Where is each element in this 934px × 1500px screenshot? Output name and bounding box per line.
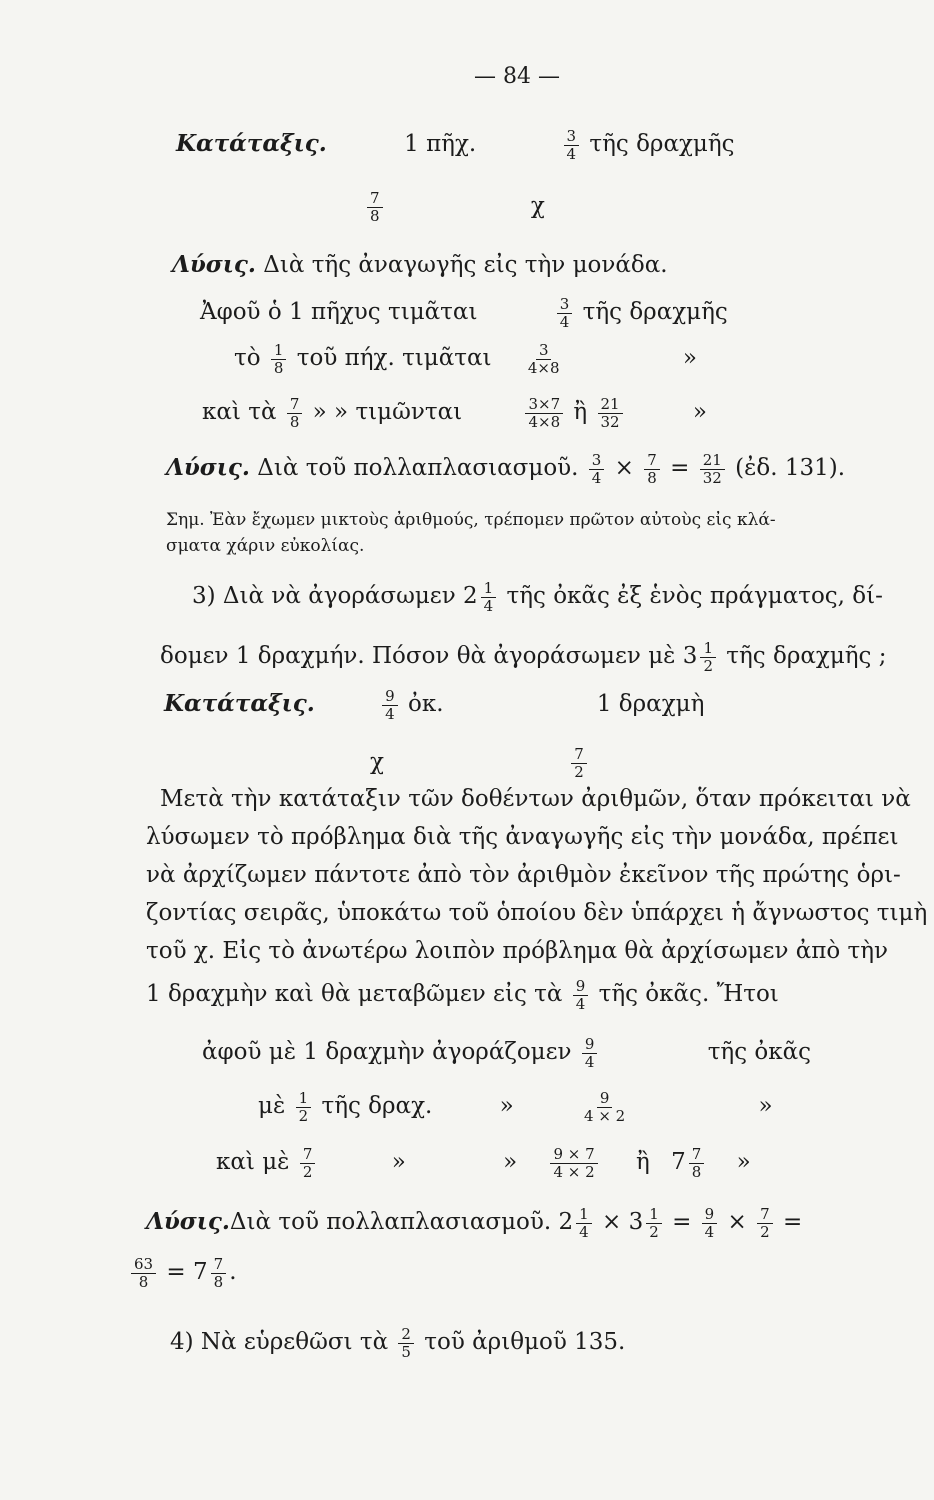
denominator: 4 — [385, 704, 395, 723]
numerator: 7 — [757, 1206, 773, 1224]
fraction — [571, 746, 587, 780]
numerator: 1 — [271, 342, 287, 360]
numerator: 3 — [589, 452, 605, 470]
numerator: 1 — [700, 640, 716, 658]
step-line-3 — [202, 396, 707, 430]
denominator: 4 — [566, 144, 577, 163]
lysis-line-2 — [166, 452, 845, 486]
paragraph-line-5: τοῦ χ. Εἰς τὸ ἀνωτέρω λοιπὸν πρόβλημα θὰ ἀρχίσωμεν ἀπὸ τὴν — [146, 938, 889, 964]
fraction — [646, 1206, 662, 1240]
paragraph-line-3: νὰ ἀρχίζωμεν πάντοτε ἀπὸ τὸν ἀριθμὸν ἐκεῖνον τῆς πρώτης ὁρι- — [146, 862, 901, 888]
ditto-mark: » — [499, 1093, 514, 1119]
denominator: 2 — [703, 656, 713, 675]
text: Διὰ τοῦ πολλαπλασιασμοῦ. — [257, 455, 579, 481]
denominator: 2 — [298, 1106, 309, 1125]
lysis-line-1 — [172, 253, 668, 277]
text: καὶ μὲ — [216, 1149, 290, 1175]
fraction — [525, 396, 563, 430]
denominator: 4 — [704, 1222, 715, 1241]
katataxis-row-2 — [364, 190, 545, 224]
denominator: 8 — [213, 1272, 224, 1291]
numerator: 9 — [382, 688, 398, 706]
lysis-line-4 — [128, 1256, 237, 1290]
integer: 2 — [558, 1209, 574, 1235]
ditto-mark: » — [758, 1093, 773, 1119]
fraction — [700, 640, 716, 674]
fraction — [367, 190, 383, 224]
numerator: 7 — [689, 1146, 705, 1164]
numerator: 1 — [646, 1206, 662, 1224]
fraction — [300, 1146, 316, 1180]
denominator: 8 — [138, 1272, 149, 1291]
fraction — [644, 452, 660, 486]
numerator: 7 — [300, 1146, 316, 1164]
denominator: 4×8 — [527, 358, 560, 377]
text: τὸ — [234, 345, 261, 371]
denominator: 4 — [579, 1222, 589, 1241]
ditto-mark: » — [503, 1149, 518, 1175]
denominator: 32 — [702, 468, 722, 487]
numerator: 1 — [296, 1090, 312, 1108]
text: Διὰ τοῦ πολλαπλασιασμοῦ. — [229, 1209, 552, 1235]
denominator: 4 — [575, 994, 586, 1013]
fraction — [573, 978, 589, 1012]
lysis-label: Λύσις. — [146, 1208, 230, 1235]
denominator: 2 — [574, 762, 584, 781]
fraction — [525, 342, 563, 376]
fraction — [689, 1146, 705, 1180]
text: 4) Νὰ εὑρεθῶσι τὰ — [170, 1329, 389, 1355]
paragraph-line-4: ζοντίας σειρᾶς, ὑποκάτω τοῦ ὁποίου δὲν ὑπάρχει ἡ ἄγνωστος τιμὴ — [146, 900, 928, 926]
text: τῆς δραχ. — [321, 1093, 433, 1119]
fraction — [557, 296, 573, 330]
numerator: 3×7 — [525, 396, 563, 414]
text: 3) Διὰ νὰ ἀγοράσωμεν 2 — [192, 583, 478, 609]
equals-sign: = — [670, 455, 690, 481]
denominator: 8 — [691, 1162, 702, 1181]
denominator: 8 — [273, 358, 284, 377]
lysis-label: Λύσις. — [166, 454, 250, 481]
times-sign: × — [601, 1209, 622, 1235]
numerator: 9 × 7 — [550, 1146, 597, 1164]
fraction — [582, 1036, 598, 1070]
text: τῆς δραχμῆς ; — [726, 643, 887, 669]
denominator: 8 — [289, 412, 300, 431]
denominator: 4 — [483, 596, 494, 615]
fraction — [702, 1206, 718, 1240]
step-line-1 — [200, 296, 728, 330]
fraction — [382, 688, 398, 722]
text: δομεν 1 δραχμήν. Πόσον θὰ ἀγοράσωμεν μὲ 3 — [160, 643, 698, 669]
numerator: 9 — [702, 1206, 718, 1224]
text: τῆς ὀκᾶς. Ἤτοι — [598, 981, 779, 1007]
text: 1 δραχμὴν καὶ θὰ μεταβῶμεν εἰς τὰ — [146, 981, 563, 1007]
numerator: 63 — [131, 1256, 156, 1274]
numerator: 7 — [287, 396, 303, 414]
denominator: 2 — [302, 1162, 313, 1181]
numerator: 9 — [582, 1036, 598, 1054]
note-line-2: σματα χάριν εὐκολίας. — [166, 536, 365, 556]
text: » » τιμῶνται — [312, 399, 463, 425]
ditto-mark: » — [682, 345, 697, 371]
numerator: 2 — [398, 1326, 414, 1344]
note-line-1: Σημ. Ἐὰν ἔχωμεν μικτοὺς ἀριθμούς, τρέπομεν πρῶτον αὐτοὺς εἰς κλά- — [166, 510, 776, 530]
fraction — [757, 1206, 773, 1240]
text: τῆς δραχμῆς — [589, 131, 735, 157]
fraction — [564, 128, 580, 162]
text: 1 πῆχ. — [404, 131, 477, 157]
fraction — [700, 452, 725, 486]
katataxis-label: Κατάταξις. — [176, 130, 327, 157]
text: ὀκ. — [407, 691, 444, 717]
numerator: 1 — [576, 1206, 592, 1224]
equals-sign: = — [166, 1259, 186, 1285]
text: καὶ τὰ — [202, 399, 277, 425]
text: τοῦ πήχ. τιμᾶται — [296, 345, 492, 371]
numerator: 9 — [573, 978, 589, 996]
text: τοῦ ἀριθμοῦ 135. — [424, 1329, 626, 1355]
fraction — [576, 1206, 592, 1240]
reference: (ἐδ. 131). — [735, 455, 846, 481]
numerator: 1 — [481, 580, 497, 598]
text: Ἀφοῦ ὁ 1 πῆχυς τιμᾶται — [200, 299, 478, 325]
step-line-5 — [258, 1090, 773, 1124]
text: μὲ — [258, 1093, 286, 1119]
fraction — [211, 1256, 227, 1290]
text: 1 δραχμὴ — [596, 691, 705, 717]
fraction — [287, 396, 303, 430]
times-sign: × — [614, 455, 634, 481]
denominator: 2 — [649, 1222, 659, 1241]
ditto-mark: » — [692, 399, 707, 425]
paragraph-line-6 — [146, 978, 779, 1012]
ditto-mark: » — [736, 1149, 751, 1175]
numerator: 3 — [564, 128, 580, 146]
denominator: 4 — [584, 1052, 595, 1071]
unknown-x: χ — [530, 193, 545, 219]
integer: 7 — [193, 1259, 208, 1285]
katataxis-row-3 — [164, 688, 704, 722]
fraction — [131, 1256, 156, 1290]
denominator: 4 × 2 — [584, 1106, 626, 1125]
denominator: 4 — [591, 468, 602, 487]
step-line-6 — [216, 1146, 751, 1180]
step-line-4 — [202, 1036, 811, 1070]
katataxis-row-1 — [176, 128, 735, 162]
page-number: — 84 — — [474, 64, 560, 89]
denominator: 4 — [559, 312, 570, 331]
problem-3-line-1 — [192, 580, 883, 614]
fraction — [398, 1326, 414, 1360]
equals-sign: = — [672, 1209, 692, 1235]
numerator: 7 — [367, 190, 383, 208]
fraction — [481, 580, 497, 614]
lysis-line-3 — [146, 1206, 802, 1240]
katataxis-label: Κατάταξις. — [164, 690, 315, 717]
times-sign: × — [727, 1209, 747, 1235]
text: ἀφοῦ μὲ 1 δραχμὴν ἀγοράζομεν — [202, 1039, 572, 1065]
integer: 3 — [628, 1209, 644, 1235]
text: Διὰ τῆς ἀναγωγῆς εἰς τὴν μονάδα. — [263, 252, 668, 278]
paragraph-line-2: λύσωμεν τὸ πρόβλημα διὰ τῆς ἀναγωγῆς εἰς τὴν μονάδα, πρέπει — [146, 824, 899, 850]
problem-3-line-2 — [160, 640, 887, 674]
ditto-mark: » — [391, 1149, 406, 1175]
numerator: 3 — [557, 296, 573, 314]
lysis-label: Λύσις. — [172, 251, 256, 278]
denominator: 4 × 2 — [553, 1162, 595, 1181]
numerator: 21 — [598, 396, 623, 414]
numerator: 7 — [644, 452, 660, 470]
problem-4-line — [170, 1326, 625, 1360]
numerator: 9 — [597, 1090, 613, 1108]
integer: 7 — [671, 1149, 686, 1175]
denominator: 2 — [760, 1222, 770, 1241]
unknown-x: χ — [370, 749, 384, 775]
denominator: 5 — [401, 1342, 411, 1361]
text: ἢ — [636, 1149, 650, 1175]
paragraph-line-1: Μετὰ τὴν κατάταξιν τῶν δοθέντων ἀριθμῶν, ὅταν πρόκειται νὰ — [160, 786, 911, 812]
fraction — [271, 342, 287, 376]
period: . — [229, 1259, 237, 1285]
numerator: 21 — [700, 452, 725, 470]
numerator: 3 — [536, 342, 552, 360]
text: τῆς ὀκᾶς ἐξ ἑνὸς πράγματος, δί- — [506, 583, 883, 609]
numerator: 7 — [571, 746, 587, 764]
denominator: 32 — [600, 412, 620, 431]
equals-sign: = — [782, 1209, 803, 1235]
denominator: 8 — [647, 468, 657, 487]
denominator: 8 — [370, 206, 380, 225]
fraction — [550, 1146, 597, 1180]
step-line-2 — [234, 342, 697, 376]
katataxis-row-4 — [370, 746, 590, 780]
numerator: 7 — [211, 1256, 227, 1274]
denominator: 4×8 — [528, 412, 561, 431]
fraction — [589, 452, 605, 486]
text: ἢ — [573, 399, 588, 425]
fraction — [296, 1090, 312, 1124]
fraction — [598, 396, 623, 430]
fraction — [581, 1090, 628, 1124]
text: τῆς δραχμῆς — [582, 299, 728, 325]
text: τῆς ὀκᾶς — [707, 1039, 812, 1065]
